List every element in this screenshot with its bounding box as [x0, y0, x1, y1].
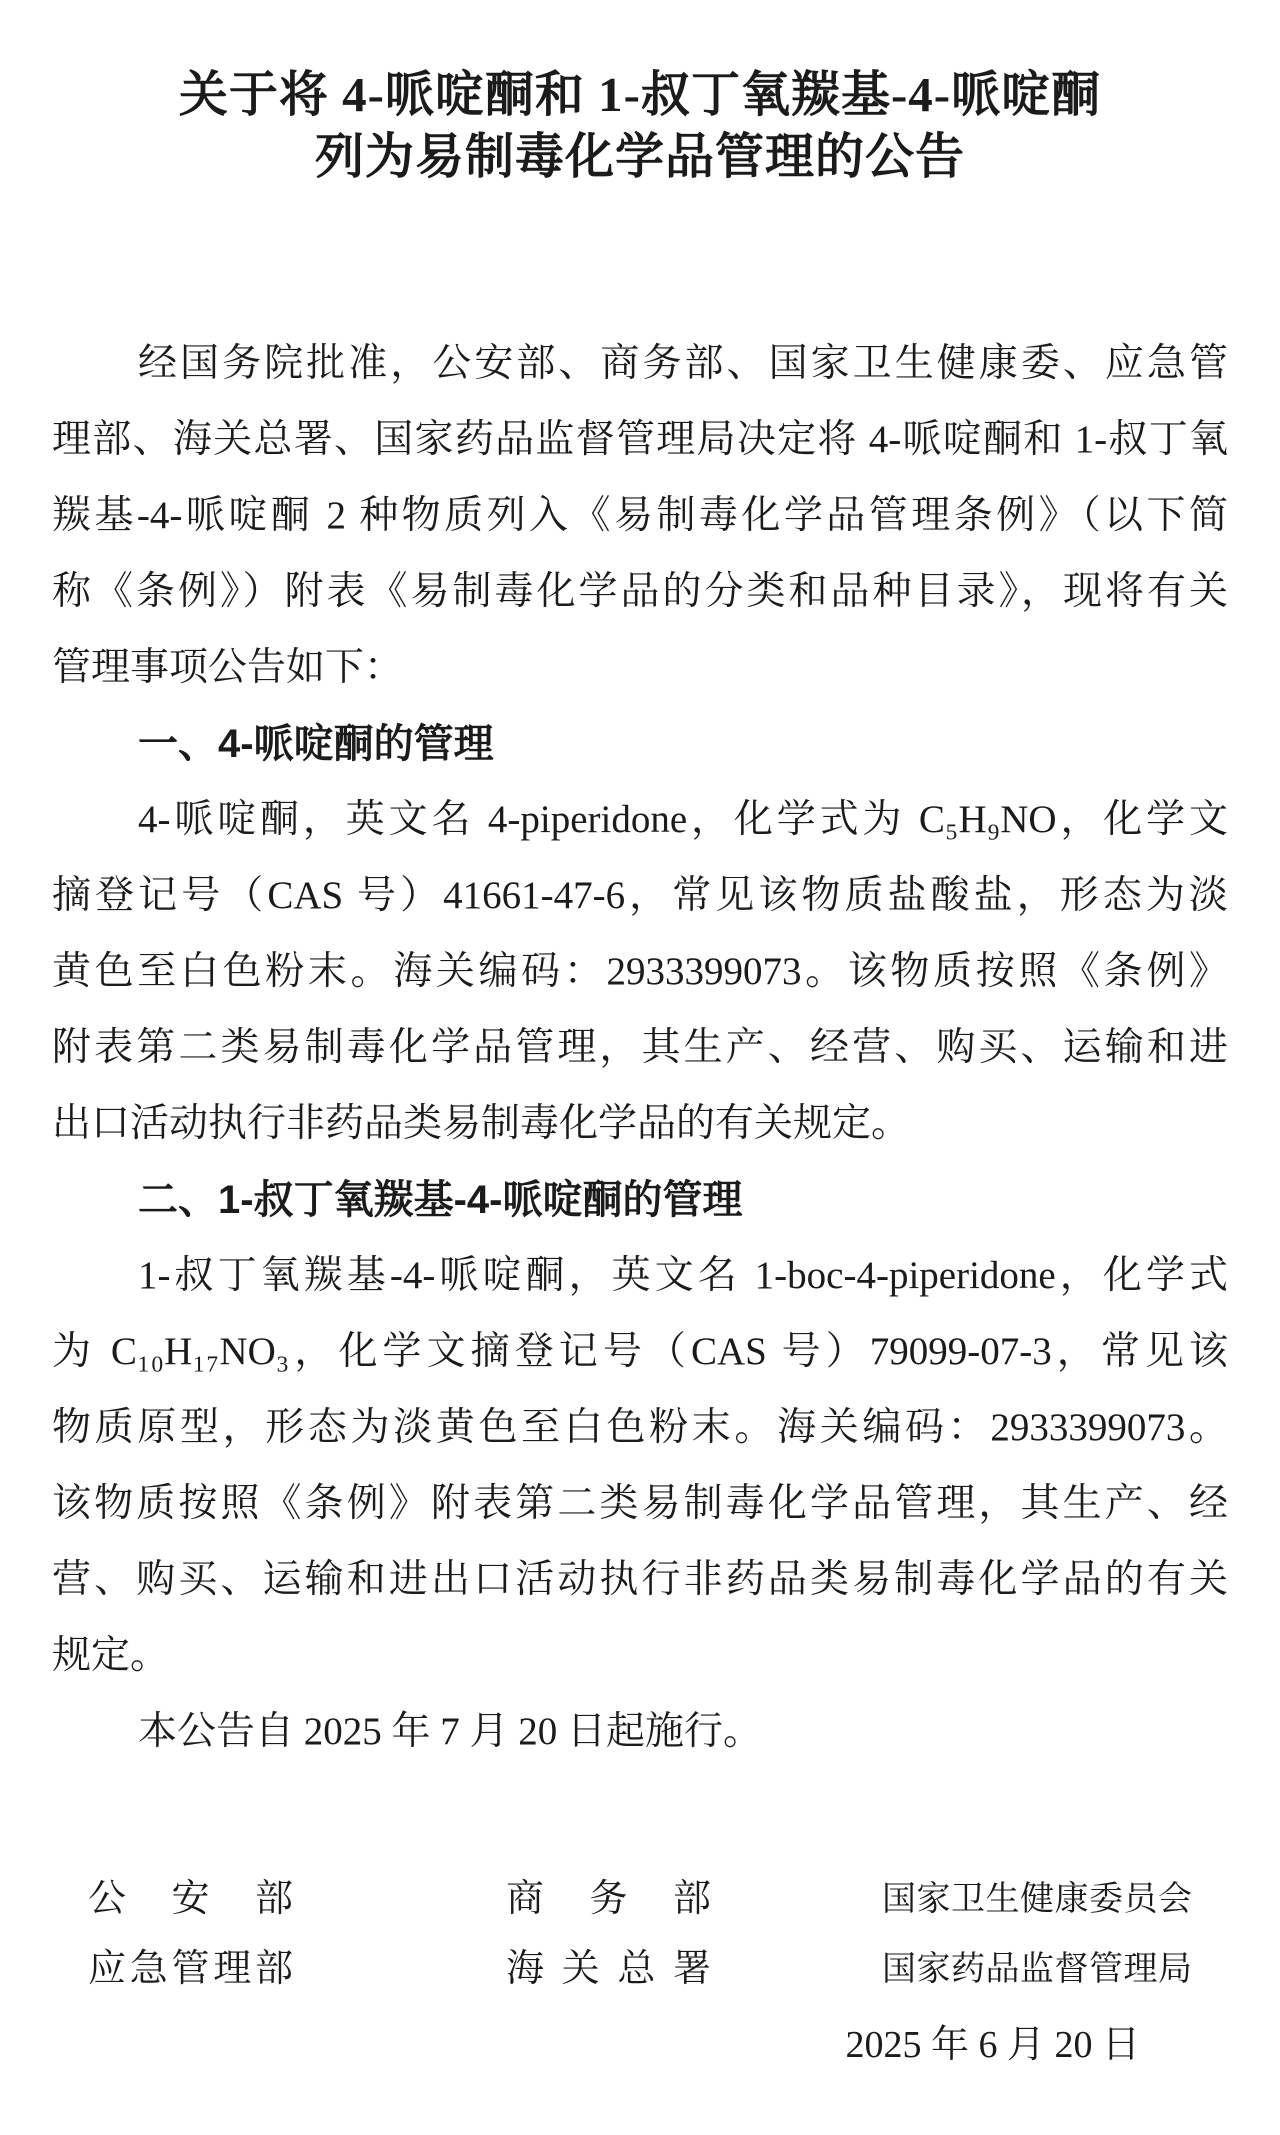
paragraph-line: 规定。 — [52, 1634, 170, 1677]
paragraph-line: 物质原型，形态为淡黄色至白色粉末。海关编码：2933399073。 — [52, 1406, 1228, 1449]
paragraph-line: 1-叔丁氧羰基-4-哌啶酮，英文名 1-boc-4-piperidone，化学式 — [138, 1254, 1228, 1297]
signature-ministry-emergency-management: 应急管理部 — [88, 1948, 293, 1990]
effective-date-line: 本公告自 2025 年 7 月 20 日起施行。 — [138, 1710, 763, 1753]
signature-date: 2025 年 6 月 20 日 — [845, 2024, 1140, 2066]
paragraph-line: 黄色至白色粉末。海关编码：2933399073。该物质按照《条例》 — [52, 950, 1228, 993]
paragraph-line: 羰基-4-哌啶酮 2 种物质列入《易制毒化学品管理条例》（以下简 — [52, 494, 1228, 537]
paragraph-line: 理部、海关总署、国家药品监督管理局决定将 4-哌啶酮和 1-叔丁氧 — [52, 418, 1228, 461]
section-1-paragraph — [52, 782, 1228, 1162]
signature-customs-administration: 海关总署 — [506, 1948, 711, 1990]
signature-ministry-commerce: 商务部 — [506, 1878, 711, 1920]
paragraph-line: 管理事项公告如下： — [52, 646, 404, 689]
document-body — [52, 326, 1228, 1770]
signature-medical-products-administration: 国家药品监督管理局 — [882, 1950, 1192, 1988]
signature-row — [52, 1864, 1228, 1934]
page-title-line-1: 关于将 4-哌啶酮和 1-叔丁氧羰基-4-哌啶酮 — [178, 67, 1102, 122]
paragraph-line: 4-哌啶酮，英文名 4-piperidone，化学式为 C₅H₉NO，化学文 — [138, 798, 1228, 841]
page-title-line-2: 列为易制毒化学品管理的公告 — [314, 129, 965, 184]
section-2-heading: 二、1-叔丁氧羰基-4-哌啶酮的管理 — [138, 1178, 743, 1222]
intro-paragraph — [52, 326, 1228, 706]
paragraph-line: 营、购买、运输和进出口活动执行非药品类易制毒化学品的有关 — [52, 1558, 1228, 1601]
paragraph-line: 称《条例》）附表《易制毒化学品的分类和品种目录》，现将有关 — [52, 570, 1228, 613]
signature-row — [52, 1934, 1228, 2004]
section-2-paragraph — [52, 1238, 1228, 1694]
paragraph-line: 该物质按照《条例》附表第二类易制毒化学品管理，其生产、经 — [52, 1482, 1228, 1525]
signature-ministry-public-security: 公安部 — [88, 1878, 293, 1920]
paragraph-line: 附表第二类易制毒化学品管理，其生产、经营、购买、运输和进 — [52, 1026, 1228, 1069]
section-1-heading: 一、4-哌啶酮的管理 — [138, 722, 494, 766]
paragraph-line: 为 C₁₀H₁₇NO₃，化学文摘登记号（CAS 号）79099-07-3，常见该 — [52, 1330, 1228, 1373]
page-title — [52, 64, 1228, 188]
paragraph-line: 摘登记号（CAS 号）41661-47-6，常见该物质盐酸盐，形态为淡 — [52, 874, 1228, 917]
paragraph-line: 经国务院批准，公安部、商务部、国家卫生健康委、应急管 — [138, 342, 1228, 385]
signature-block — [52, 1864, 1228, 2080]
paragraph-line: 出口活动执行非药品类易制毒化学品的有关规定。 — [52, 1102, 911, 1145]
signature-national-health-commission: 国家卫生健康委员会 — [882, 1880, 1192, 1918]
